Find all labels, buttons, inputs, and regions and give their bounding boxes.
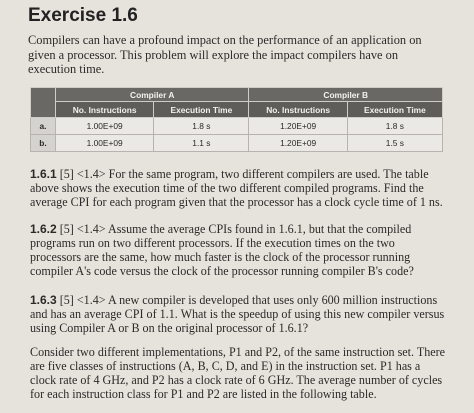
closing-paragraph: Consider two different implementations, P1 and P2, of the same instruction set. There are five classes of instructions (A, B, C, D, and E) in the instruction set. P1 has a clock rate of 4 GHz, and P2 has a clock rate of 6 GHz. The average number of cycles for each instruction class for P1 and P2 are listed in the following table. — [30, 345, 446, 401]
table-cell: 1.20E+09 — [249, 135, 347, 152]
question-text: [5] <1.4> A new compiler is developed that uses only 600 million instructions and has an average CPI of 1.1. What is the speedup of using this new compiler versus using Compiler A or B on the original processor of 1.6.1? — [30, 293, 445, 335]
table-cell: 1.8 s — [347, 118, 442, 135]
question-1-6-2 — [30, 222, 446, 278]
table-cell: 1.5 s — [347, 135, 442, 152]
table-cell: 1.00E+09 — [56, 118, 154, 135]
column-header: Execution Time — [154, 102, 249, 118]
table-group-header-row — [31, 88, 443, 102]
column-header: No. Instructions — [249, 102, 347, 118]
exercise-intro: Compilers can have a profound impact on the performance of an application on given a processor. This problem will explore the impact compilers have on execution time. — [28, 33, 422, 76]
table-cell: 1.20E+09 — [249, 118, 347, 135]
question-number: 1.6.3 — [30, 293, 57, 307]
row-label: b. — [31, 135, 56, 152]
table-row — [31, 118, 443, 135]
table-column-header-row — [31, 102, 443, 118]
table-cell: 1.8 s — [154, 118, 249, 135]
table-cell: 1.00E+09 — [56, 135, 154, 152]
table-cell: 1.1 s — [154, 135, 249, 152]
question-text: [5] <1.4> For the same program, two different compilers are used. The table above shows the execution time of the two different compiled programs. Find the average CPI for each program given that the processor has a clock cycle time of 1 ns. — [30, 167, 443, 209]
question-text: [5] <1.4> Assume the average CPIs found in 1.6.1, but that the compiled programs run on two different processors. If the execution times on the two processors are the same, how much faster is the clock of the processor running compiler A's code versus the clock of the processor running compiler B's code? — [30, 222, 414, 278]
table-row — [31, 135, 443, 152]
question-1-6-1 — [30, 167, 446, 209]
column-header: No. Instructions — [56, 102, 154, 118]
compiler-table — [30, 87, 443, 152]
row-label: a. — [31, 118, 56, 135]
question-1-6-3 — [30, 293, 446, 335]
group-header-compiler-a: Compiler A — [56, 88, 249, 102]
question-number: 1.6.2 — [30, 222, 57, 236]
exercise-title: Exercise 1.6 — [28, 5, 138, 26]
column-header: Execution Time — [347, 102, 442, 118]
table-corner-cell — [31, 88, 56, 118]
group-header-compiler-b: Compiler B — [249, 88, 443, 102]
question-number: 1.6.1 — [30, 167, 57, 181]
